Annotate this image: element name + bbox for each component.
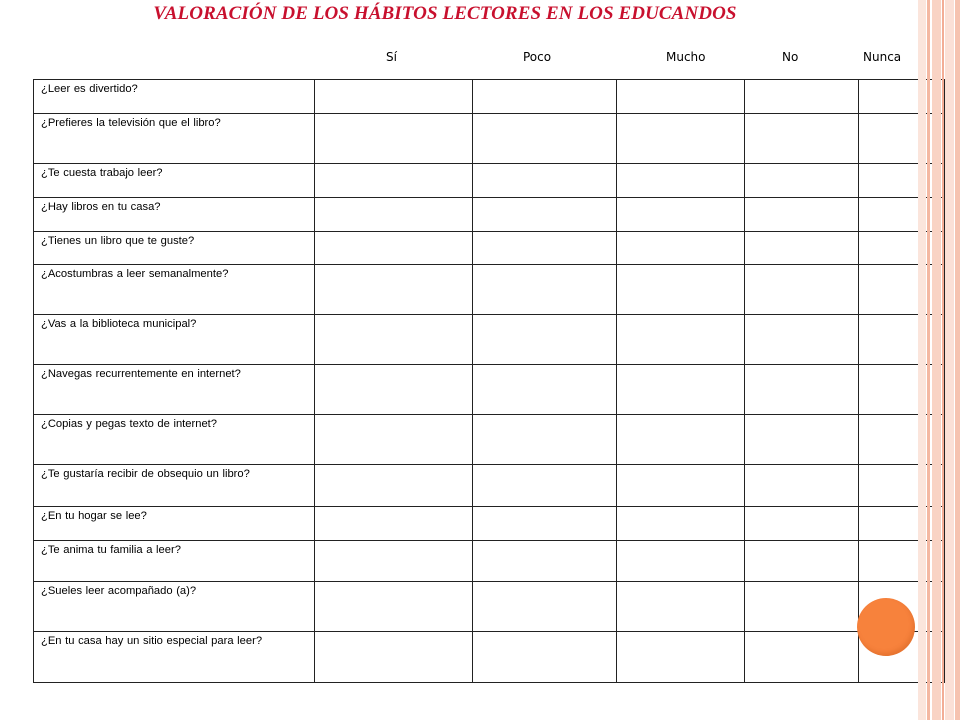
question-text: ¿Navegas recurrentemente en internet? <box>41 368 241 380</box>
answer-cell-no[interactable] <box>745 198 859 232</box>
question-text: ¿Leer es divertido? <box>41 83 138 95</box>
table-row <box>34 232 944 265</box>
answer-cell-poco[interactable] <box>473 507 617 541</box>
answer-cell-mucho[interactable] <box>617 315 745 365</box>
question-cell <box>34 265 315 315</box>
answer-cell-mucho[interactable] <box>617 582 745 632</box>
table-row <box>34 114 944 164</box>
stripe <box>927 0 930 720</box>
table-row <box>34 507 944 541</box>
question-text: ¿En tu casa hay un sitio especial para leer? <box>41 635 263 647</box>
table-row <box>34 632 944 683</box>
question-cell <box>34 632 315 683</box>
answer-cell-si[interactable] <box>315 114 473 164</box>
answer-cell-si[interactable] <box>315 507 473 541</box>
question-cell <box>34 198 315 232</box>
stripe <box>932 0 941 720</box>
column-header-mucho: Mucho <box>666 50 706 64</box>
answer-cell-si[interactable] <box>315 164 473 198</box>
question-cell <box>34 541 315 582</box>
table-row <box>34 582 944 632</box>
answer-cell-poco[interactable] <box>473 541 617 582</box>
question-cell <box>34 232 315 265</box>
question-cell <box>34 507 315 541</box>
answer-cell-mucho[interactable] <box>617 265 745 315</box>
page-title: VALORACIÓN DE LOS HÁBITOS LECTORES EN LOS EDUCANDOS <box>153 3 737 24</box>
table-row <box>34 465 944 507</box>
answer-cell-no[interactable] <box>745 415 859 465</box>
answer-cell-si[interactable] <box>315 198 473 232</box>
answer-cell-no[interactable] <box>745 265 859 315</box>
answer-cell-si[interactable] <box>315 315 473 365</box>
answer-cell-si[interactable] <box>315 632 473 683</box>
question-text: ¿Vas a la biblioteca municipal? <box>41 318 197 330</box>
answer-cell-mucho[interactable] <box>617 232 745 265</box>
question-cell <box>34 114 315 164</box>
question-text: ¿En tu hogar se lee? <box>41 510 147 522</box>
question-cell <box>34 80 315 114</box>
answer-cell-poco[interactable] <box>473 582 617 632</box>
decorative-circle <box>857 598 915 656</box>
answer-cell-no[interactable] <box>745 232 859 265</box>
answer-cell-poco[interactable] <box>473 265 617 315</box>
answer-cell-si[interactable] <box>315 80 473 114</box>
table-row <box>34 415 944 465</box>
question-cell <box>34 415 315 465</box>
question-text: ¿Prefieres la televisión que el libro? <box>41 117 221 129</box>
answer-cell-si[interactable] <box>315 415 473 465</box>
answer-cell-no[interactable] <box>745 164 859 198</box>
table-row <box>34 541 944 582</box>
answer-cell-no[interactable] <box>745 465 859 507</box>
answer-cell-poco[interactable] <box>473 315 617 365</box>
question-cell <box>34 315 315 365</box>
question-text: ¿Tienes un libro que te guste? <box>41 235 195 247</box>
answer-cell-no[interactable] <box>745 315 859 365</box>
answer-cell-mucho[interactable] <box>617 541 745 582</box>
stripe <box>955 0 960 720</box>
answer-cell-no[interactable] <box>745 541 859 582</box>
question-text: ¿Sueles leer acompañado (a)? <box>41 585 197 597</box>
stripe <box>945 0 954 720</box>
question-cell <box>34 164 315 198</box>
answer-cell-mucho[interactable] <box>617 632 745 683</box>
decorative-stripes <box>918 0 960 720</box>
stripe <box>942 0 944 720</box>
answer-cell-mucho[interactable] <box>617 198 745 232</box>
answer-cell-poco[interactable] <box>473 80 617 114</box>
answer-cell-si[interactable] <box>315 265 473 315</box>
answer-cell-mucho[interactable] <box>617 507 745 541</box>
stripe <box>918 0 926 720</box>
column-header-si: Sí <box>386 50 397 64</box>
answer-cell-si[interactable] <box>315 582 473 632</box>
survey-table-body <box>34 80 944 683</box>
column-header-no: No <box>782 50 799 64</box>
answer-cell-poco[interactable] <box>473 465 617 507</box>
answer-cell-mucho[interactable] <box>617 365 745 415</box>
answer-cell-no[interactable] <box>745 80 859 114</box>
answer-cell-mucho[interactable] <box>617 114 745 164</box>
answer-cell-no[interactable] <box>745 114 859 164</box>
answer-cell-si[interactable] <box>315 465 473 507</box>
answer-cell-poco[interactable] <box>473 114 617 164</box>
answer-cell-poco[interactable] <box>473 232 617 265</box>
question-text: ¿Copias y pegas texto de internet? <box>41 418 218 430</box>
table-row <box>34 80 944 114</box>
column-header-poco: Poco <box>523 50 552 64</box>
survey-table <box>33 79 945 683</box>
table-row <box>34 365 944 415</box>
answer-cell-no[interactable] <box>745 632 859 683</box>
answer-cell-no[interactable] <box>745 582 859 632</box>
column-header-nunca: Nunca <box>863 50 902 64</box>
answer-cell-poco[interactable] <box>473 632 617 683</box>
question-cell <box>34 465 315 507</box>
table-row <box>34 164 944 198</box>
question-text: ¿Hay libros en tu casa? <box>41 201 161 213</box>
answer-cell-si[interactable] <box>315 365 473 415</box>
answer-cell-si[interactable] <box>315 541 473 582</box>
question-text: ¿Te gustaría recibir de obsequio un libro? <box>41 468 250 480</box>
question-cell <box>34 582 315 632</box>
question-text: ¿Acostumbras a leer semanalmente? <box>41 268 229 280</box>
answer-cell-poco[interactable] <box>473 198 617 232</box>
answer-cell-mucho[interactable] <box>617 465 745 507</box>
table-row <box>34 198 944 232</box>
answer-cell-mucho[interactable] <box>617 415 745 465</box>
table-row <box>34 265 944 315</box>
question-text: ¿Te cuesta trabajo leer? <box>41 167 163 179</box>
answer-cell-mucho[interactable] <box>617 80 745 114</box>
answer-cell-poco[interactable] <box>473 164 617 198</box>
answer-cell-no[interactable] <box>745 507 859 541</box>
answer-cell-mucho[interactable] <box>617 164 745 198</box>
question-text: ¿Te anima tu familia a leer? <box>41 544 181 556</box>
question-cell <box>34 365 315 415</box>
answer-cell-no[interactable] <box>745 365 859 415</box>
table-row <box>34 315 944 365</box>
answer-cell-si[interactable] <box>315 232 473 265</box>
answer-cell-poco[interactable] <box>473 415 617 465</box>
answer-cell-poco[interactable] <box>473 365 617 415</box>
